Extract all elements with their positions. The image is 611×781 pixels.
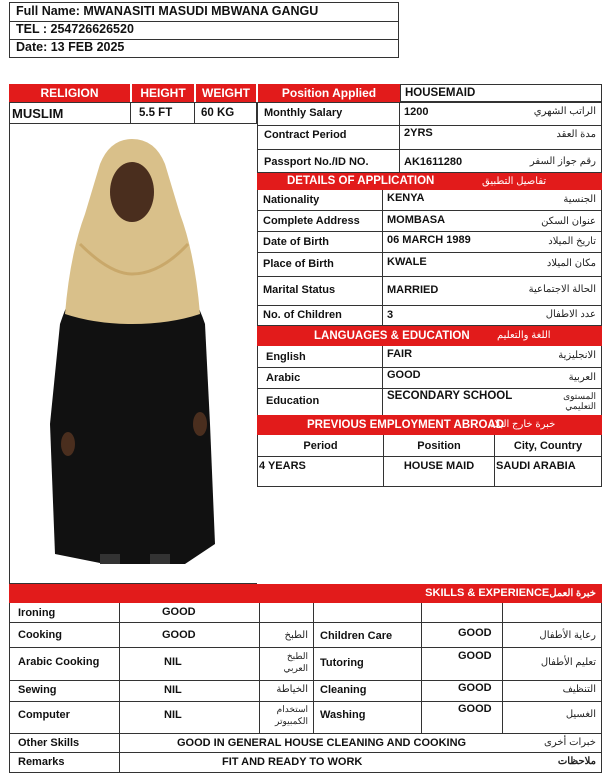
details-table <box>257 190 602 326</box>
marital-status-label: Marital Status <box>263 284 336 296</box>
other-skills-arabic: خبرات أخرى <box>544 737 596 748</box>
skill-cooking-value: GOOD <box>162 629 196 641</box>
other-skills-value: GOOD IN GENERAL HOUSE CLEANING AND COOKING <box>177 737 467 749</box>
contract-period-value: 2YRS <box>404 127 433 139</box>
contract-period-arabic: مدة العقد <box>556 129 596 140</box>
remarks-value: FIT AND READY TO WORK <box>222 756 363 768</box>
applicant-header <box>9 2 399 58</box>
skills-table <box>9 603 602 773</box>
height-value: 5.5 FT <box>130 102 195 124</box>
skills-header-text <box>425 584 596 603</box>
education-label: Education <box>266 395 320 407</box>
weight-value: 60 KG <box>194 102 257 124</box>
education-value: SECONDARY SCHOOL <box>387 390 513 402</box>
children-arabic: عدد الاطفال <box>545 309 596 320</box>
employment-header-label: PREVIOUS EMPLOYMENT ABROAD <box>307 419 505 431</box>
height-label: HEIGHT <box>131 84 194 102</box>
details-header-arabic: تفاصيل التطبيق <box>482 176 547 187</box>
english-label: English <box>266 351 306 363</box>
dob-arabic: تاريخ الميلاد <box>548 236 596 247</box>
skill-cleaning-value: GOOD <box>458 682 492 694</box>
skill-ironing-value: GOOD <box>162 606 196 618</box>
passport-arabic: رقم جواز السفر <box>529 156 596 167</box>
education-arabic: المستوى التعليمي <box>563 391 596 411</box>
employment-header-arabic: خبرة خارج البلاد <box>490 419 556 430</box>
place-of-birth-value: KWALE <box>387 256 427 268</box>
languages-header <box>257 326 602 346</box>
address-value: MOMBASA <box>387 214 446 226</box>
skill-computer-value: NIL <box>164 709 182 721</box>
languages-table <box>257 346 602 415</box>
contract-period-label: Contract Period <box>264 129 347 141</box>
skill-children-care-label: Children Care <box>320 630 393 642</box>
nationality-value: KENYA <box>387 192 425 204</box>
skill-children-care-value: GOOD <box>458 627 492 639</box>
skill-sewing-arabic: الخياطة <box>276 684 308 695</box>
monthly-salary-label: Monthly Salary <box>264 107 343 119</box>
details-header <box>257 173 602 190</box>
dob-label: Date of Birth <box>263 236 329 248</box>
address-arabic: عنوان السكن <box>541 216 596 227</box>
skill-washing-arabic: الغسيل <box>565 709 596 720</box>
place-of-birth-label: Place of Birth <box>263 258 334 270</box>
english-value: FAIR <box>387 348 413 360</box>
skill-cooking-label: Cooking <box>18 629 62 641</box>
skill-tutoring-arabic: تعليم الأطفال <box>540 657 596 668</box>
skill-arabic-cooking-label: Arabic Cooking <box>18 656 100 668</box>
skill-washing-value: GOOD <box>458 703 492 715</box>
languages-header-label: LANGUAGES & EDUCATION <box>314 330 470 342</box>
religion-value: MUSLIM <box>9 102 131 124</box>
marital-status-value: MARRIED <box>387 284 439 296</box>
children-value: 3 <box>387 309 394 321</box>
passport-value: AK1611280 <box>404 156 463 168</box>
skill-cleaning-arabic: التنظيف <box>562 684 596 695</box>
children-label: No. of Children <box>263 309 342 321</box>
city-column-header: City, Country <box>513 440 583 452</box>
employment-position: HOUSE MAID <box>403 460 475 472</box>
skill-computer-label: Computer <box>18 709 70 721</box>
other-skills-label: Other Skills <box>18 737 80 749</box>
period-column-header: Period <box>303 440 338 452</box>
employment-city: SAUDI ARABIA <box>496 460 576 472</box>
employment-table <box>257 435 602 487</box>
religion-label: RELIGION <box>9 84 130 102</box>
skill-washing-label: Washing <box>320 709 366 721</box>
skill-ironing-label: Ironing <box>18 607 56 619</box>
skills-header-label: SKILLS & EXPERIENCE <box>425 587 550 599</box>
position-applied-label: Position Applied <box>257 84 400 102</box>
skill-sewing-value: NIL <box>164 684 182 696</box>
english-arabic: الانجليزية <box>558 350 596 361</box>
skills-header <box>9 584 602 603</box>
weight-label: WEIGHT <box>195 84 256 102</box>
employment-period: 4 YEARS <box>259 460 306 472</box>
full-name: Full Name: MWANASITI MASUDI MBWANA GANGU <box>16 4 319 18</box>
skill-arabic-cooking-arabic: الطبخ العربي <box>283 651 308 673</box>
telephone: TEL : 254726626520 <box>16 22 134 36</box>
remarks-label: Remarks <box>18 756 65 768</box>
skill-sewing-label: Sewing <box>18 684 57 696</box>
nationality-label: Nationality <box>263 194 320 206</box>
employment-header <box>257 415 602 435</box>
languages-header-arabic: اللغة والتعليم <box>497 330 551 341</box>
skill-cleaning-label: Cleaning <box>320 684 367 696</box>
details-header-label: DETAILS OF APPLICATION <box>287 175 435 187</box>
monthly-salary-arabic: الراتب الشهري <box>533 106 596 117</box>
person-photo-icon <box>10 124 258 584</box>
skill-computer-arabic: استخدام الكمبيوتر <box>275 704 308 726</box>
arabic-label: Arabic <box>266 372 301 384</box>
marital-status-arabic: الحالة الاجتماعية <box>528 284 596 295</box>
passport-label: Passport No./ID NO. <box>264 156 369 168</box>
remarks-arabic: ملاحظات <box>557 756 596 767</box>
monthly-salary-value: 1200 <box>404 106 429 118</box>
skill-children-care-arabic: رعاية الأطفال <box>539 630 596 641</box>
address-label: Complete Address <box>263 215 360 227</box>
applicant-photo <box>9 124 257 584</box>
skill-arabic-cooking-value: NIL <box>164 656 182 668</box>
contract-section <box>257 102 602 173</box>
skill-tutoring-value: GOOD <box>458 650 492 662</box>
position-column-header: Position <box>417 440 461 452</box>
skills-header-arabic: خبرة العمل <box>549 588 596 599</box>
nationality-arabic: الجنسية <box>563 194 596 205</box>
arabic-arabic: العربية <box>568 372 596 383</box>
position-applied-value: HOUSEMAID <box>400 84 602 102</box>
skill-cooking-arabic: الطبخ <box>284 630 308 641</box>
skill-tutoring-label: Tutoring <box>320 657 364 669</box>
dob-value: 06 MARCH 1989 <box>387 234 471 246</box>
date: Date: 13 FEB 2025 <box>16 40 125 54</box>
place-of-birth-arabic: مكان الميلاد <box>546 258 596 269</box>
arabic-value: GOOD <box>387 369 421 381</box>
